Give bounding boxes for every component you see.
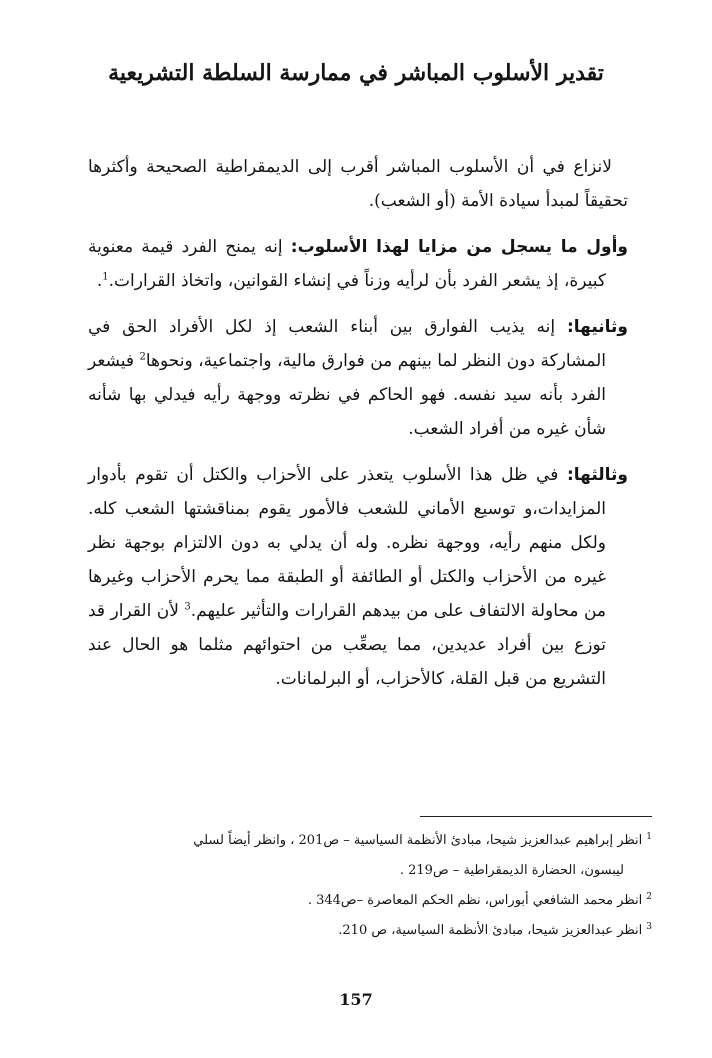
main-text — [88, 150, 628, 708]
footnote-text: انظر محمد الشافعي أبوراس، نظم الحكم المعاصرة –ص344 . — [307, 893, 643, 908]
footnote-divider — [420, 816, 652, 817]
footnote-ref-2: 2 — [139, 351, 146, 363]
page-title: تقدير الأسلوب المباشر في ممارسة السلطة التشريعية — [108, 60, 604, 86]
advantage-two-lead: وثانيها: — [566, 317, 628, 337]
advantage-one-paragraph: وأول ما يسجل من مزايا لهذا الأسلوب: إنه يمنح الفرد قيمة معنوية كبيرة، إذ يشعر الفرد بأن لرأيه وزناً في إنشاء القوانين، واتخاذ القرارات.$^1$. — [88, 237, 629, 291]
advantage-three-paragraph — [88, 458, 628, 696]
page-number: 157 — [339, 990, 373, 1009]
footnote-3 — [80, 916, 652, 946]
footnote-1 — [80, 826, 652, 886]
footnote-number: 2 — [646, 891, 652, 902]
footnote-text: انظر عبدالعزيز شيحا، مبادئ الأنظمة السياسية، ص 210. — [338, 923, 643, 938]
footnotes — [80, 826, 652, 946]
footnote-2 — [80, 886, 652, 916]
advantage-three-lead: وثالثها: — [566, 465, 628, 485]
advantage-two-paragraph — [88, 310, 628, 446]
footnote-number: 3 — [646, 921, 652, 932]
footnote-text: انظر إبراهيم عبدالعزيز شيحا، مبادئ الأنظمة السياسية – ص201 ، وانظر أيضاً لسلي — [193, 833, 643, 848]
footnote-number: 1 — [646, 831, 652, 842]
advantage-three-text-b: لأن القرار قد توزع بين أفراد عديدين، مما يصعِّب من احتوائهم مثلما هو الحال عند التشريع من قبل القلة، كالأحزاب، أو البرلمانات. — [88, 601, 606, 689]
advantage-two-text-b: فيشعر الفرد بأنه سيد نفسه. فهو الحاكم في نظرته ووجهة رأيه فيدلي بها شأنه شأن غيره من أفراد الشعب. — [88, 351, 606, 439]
footnote-ref-3: 3 — [184, 601, 191, 613]
advantage-two-text-a: إنه يذيب الفوارق بين أبناء الشعب إذ لكل الأفراد الحق في المشاركة دون النظر لما بينهم من فوارق مالية، واجتماعية، ونحوها — [88, 317, 606, 371]
advantage-one-lead: وأول ما يسجل من مزايا لهذا الأسلوب: — [290, 237, 629, 257]
footnote-continuation: ليبسون، الحضارة الديمقراطية – ص219 . — [399, 863, 624, 878]
advantage-one-text: إنه يمنح الفرد قيمة معنوية كبيرة، إذ يشعر الفرد بأن لرأيه وزناً في إنشاء القوانين، واتخاذ القرارات. — [88, 237, 606, 291]
advantage-three-text-a: في ظل هذا الأسلوب يتعذر على الأحزاب والكتل أن تقوم بأدوار المزايدات،و توسيع الأماني للشعب فالأمور يقوم بمناقشتها الشعب كله. ولكل منهم رأيه، ووجهة نظره. وله أن يدلي به دون الالتزام بوجهة نظر غيره من الأحزاب والكتل أو الطائفة أو الطبقة مما يحرم الأحزاب وغيرها من محاولة الالتفاف على من بيدهم القرارات والتأثير عليهم. — [88, 465, 606, 621]
footnote-ref-1: 1 — [102, 271, 109, 283]
intro-paragraph: لانزاع في أن الأسلوب المباشر أقرب إلى الديمقراطية الصحيحة وأكثرها تحقيقاً لمبدأ سيادة الأمة (أو الشعب). — [88, 157, 628, 211]
